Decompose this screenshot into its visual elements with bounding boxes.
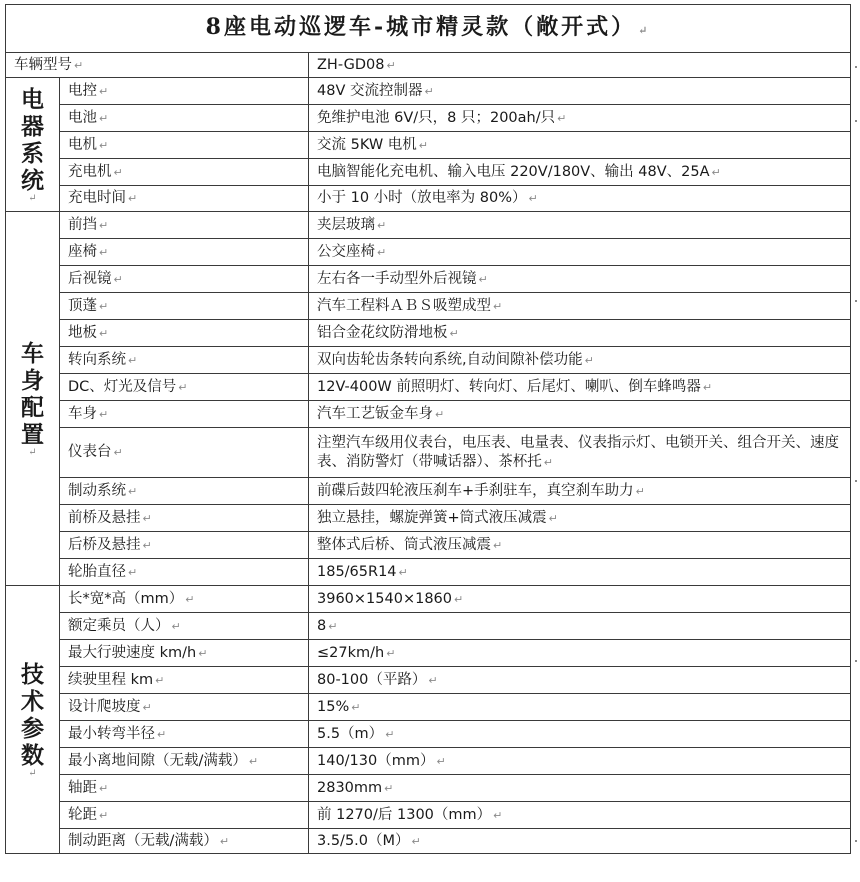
spec-value-cell xyxy=(309,802,851,829)
spec-value-cell xyxy=(309,505,851,532)
return-mark: ↵ xyxy=(377,218,387,232)
return-mark: ↵ xyxy=(454,592,464,606)
spec-label: DC、灯光及信号 xyxy=(68,378,177,395)
spec-value: 汽车工程料ＡＢＳ吸塑成型 xyxy=(317,297,491,314)
model-value-cell xyxy=(309,53,851,78)
return-mark: ↵ xyxy=(28,446,37,458)
spec-row xyxy=(6,721,851,748)
spec-value: 2830mm xyxy=(317,779,383,796)
spec-row xyxy=(6,748,851,775)
spec-value: 交流 5KW 电机 xyxy=(317,136,417,153)
margin-mark xyxy=(855,660,857,662)
spec-label-cell xyxy=(60,613,309,640)
return-mark: ↵ xyxy=(584,353,594,367)
spec-row xyxy=(6,586,851,613)
return-mark: ↵ xyxy=(128,192,138,205)
spec-row xyxy=(6,829,851,854)
spec-label-cell xyxy=(60,374,309,401)
return-mark: ↵ xyxy=(424,84,434,98)
spec-label: 设计爬坡度 xyxy=(68,698,141,715)
return-mark: ↵ xyxy=(185,592,195,606)
spec-value-cell xyxy=(309,320,851,347)
spec-label-cell xyxy=(60,401,309,428)
return-mark: ↵ xyxy=(635,484,645,498)
spec-value-cell xyxy=(309,212,851,239)
spec-value-cell xyxy=(309,613,851,640)
spec-value-cell xyxy=(309,132,851,159)
spec-row xyxy=(6,159,851,186)
return-mark: ↵ xyxy=(377,245,387,259)
spec-label: 最小转弯半径 xyxy=(68,725,155,742)
return-mark: ↵ xyxy=(157,727,167,741)
margin-mark xyxy=(855,840,857,842)
spec-label: 额定乘员（人） xyxy=(68,617,170,634)
spec-table xyxy=(5,4,851,854)
return-mark: ↵ xyxy=(113,272,123,286)
spec-label-cell xyxy=(60,640,309,667)
return-mark: ↵ xyxy=(171,619,181,633)
spec-value-cell xyxy=(309,721,851,748)
spec-value-cell xyxy=(309,694,851,721)
return-mark: ↵ xyxy=(248,754,259,768)
return-mark: ↵ xyxy=(142,538,152,552)
spec-label-cell xyxy=(60,559,309,586)
return-mark: ↵ xyxy=(411,834,421,848)
spec-label: 长*宽*高（mm） xyxy=(68,590,184,607)
spec-row xyxy=(6,613,851,640)
return-mark: ↵ xyxy=(142,511,152,525)
spec-value: 汽车工艺钣金车身 xyxy=(317,405,433,422)
spec-row xyxy=(6,266,851,293)
return-mark: ↵ xyxy=(548,511,558,525)
spec-row xyxy=(6,212,851,239)
spec-label: 车身 xyxy=(68,405,97,422)
spec-value: 185/65R14 xyxy=(317,563,397,580)
return-mark: ↵ xyxy=(198,646,208,660)
return-mark: ↵ xyxy=(28,192,37,204)
spec-label-cell xyxy=(60,775,309,802)
spec-label: 电机 xyxy=(68,136,97,153)
spec-row xyxy=(6,78,851,105)
return-mark: ↵ xyxy=(478,272,488,286)
model-label-cell xyxy=(6,53,309,78)
spec-row xyxy=(6,478,851,505)
section-name: 车身配置 xyxy=(21,339,44,448)
spec-value: 3960×1540×1860 xyxy=(317,590,453,607)
spec-label: 前桥及悬挂 xyxy=(68,509,141,526)
return-mark: ↵ xyxy=(386,58,396,72)
return-mark: ↵ xyxy=(711,165,721,179)
spec-label-cell xyxy=(60,212,309,239)
spec-value-cell xyxy=(309,159,851,186)
spec-value: 15% xyxy=(317,698,350,715)
spec-label-cell xyxy=(60,320,309,347)
model-value: ZH-GD08 xyxy=(317,56,385,73)
spec-label: 后桥及悬挂 xyxy=(68,536,141,553)
return-mark: ↵ xyxy=(99,138,109,152)
spec-label: 地板 xyxy=(68,324,97,341)
return-mark: ↵ xyxy=(99,245,109,259)
spec-label-cell xyxy=(60,159,309,186)
spec-value: 铝合金花纹防滑地板 xyxy=(317,324,448,341)
section-cell xyxy=(6,212,60,586)
return-mark: ↵ xyxy=(557,111,567,125)
spec-value: ≤27km/h xyxy=(317,644,385,661)
spec-value-cell xyxy=(309,428,851,478)
spec-sheet xyxy=(5,4,850,854)
return-mark: ↵ xyxy=(178,380,188,394)
return-mark: ↵ xyxy=(436,754,446,768)
return-mark: ↵ xyxy=(435,407,445,421)
spec-label-cell xyxy=(60,428,309,478)
spec-label: 最小离地间隙（无载/满载） xyxy=(68,752,247,769)
spec-row xyxy=(6,347,851,374)
spec-row xyxy=(6,132,851,159)
spec-label: 后视镜 xyxy=(68,270,112,287)
spec-label: 制动距离（无载/满载） xyxy=(68,832,218,849)
return-mark: ↵ xyxy=(702,380,713,394)
spec-value: 8 xyxy=(317,617,327,634)
spec-value: 140/130（mm） xyxy=(317,752,435,769)
return-mark: ↵ xyxy=(99,326,109,340)
spec-label-cell xyxy=(60,667,309,694)
margin-mark xyxy=(855,300,857,302)
spec-value-cell xyxy=(309,775,851,802)
spec-row xyxy=(6,640,851,667)
return-mark: ↵ xyxy=(155,673,165,687)
spec-label-cell xyxy=(60,694,309,721)
margin-mark xyxy=(855,480,857,482)
spec-value-cell xyxy=(309,78,851,105)
sheet-title-cell xyxy=(6,5,851,53)
spec-row xyxy=(6,532,851,559)
return-mark: ↵ xyxy=(543,455,553,469)
return-mark: ↵ xyxy=(99,808,109,822)
spec-value: 前碟后鼓四轮液压刹车+手刹驻车，真空刹车助力 xyxy=(317,482,634,499)
section-cell xyxy=(6,586,60,854)
return-mark: ↵ xyxy=(128,484,138,498)
spec-value: 左右各一手动型外后视镜 xyxy=(317,270,477,287)
return-mark: ↵ xyxy=(528,192,538,205)
spec-row xyxy=(6,239,851,266)
spec-label: 前挡 xyxy=(68,216,97,233)
title-row xyxy=(6,5,851,53)
spec-row xyxy=(6,105,851,132)
spec-label: 轮胎直径 xyxy=(68,563,126,580)
model-label: 车辆型号 xyxy=(14,56,72,73)
spec-value-cell xyxy=(309,559,851,586)
spec-label-cell xyxy=(60,78,309,105)
return-mark: ↵ xyxy=(128,565,138,579)
spec-value: 12V-400W 前照明灯、转向灯、后尾灯、喇叭、倒车蜂鸣器 xyxy=(317,378,701,395)
return-mark: ↵ xyxy=(99,111,109,125)
spec-value-cell xyxy=(309,586,851,613)
return-mark: ↵ xyxy=(428,673,438,687)
return-mark: ↵ xyxy=(99,218,109,232)
spec-value: 双向齿轮齿条转向系统,自动间隙补偿功能 xyxy=(317,351,583,368)
return-mark: ↵ xyxy=(385,727,395,741)
spec-value: 小于 10 小时（放电率为 80%） xyxy=(317,190,527,206)
spec-row xyxy=(6,320,851,347)
spec-value: 公交座椅 xyxy=(317,243,375,260)
spec-row xyxy=(6,401,851,428)
spec-label-cell xyxy=(60,186,309,212)
spec-value: 电脑智能化充电机、输入电压 220V/180V、输出 48V、25A xyxy=(317,163,710,180)
return-mark: ↵ xyxy=(113,165,123,179)
spec-row xyxy=(6,186,851,212)
spec-label-cell xyxy=(60,266,309,293)
spec-label: 电控 xyxy=(68,82,97,99)
spec-row xyxy=(6,667,851,694)
spec-value-cell xyxy=(309,667,851,694)
spec-label-cell xyxy=(60,802,309,829)
return-mark: ↵ xyxy=(99,299,109,313)
spec-value-cell xyxy=(309,374,851,401)
return-mark: ↵ xyxy=(351,700,361,714)
margin-mark xyxy=(855,120,857,122)
spec-value-cell xyxy=(309,186,851,212)
spec-value-cell xyxy=(309,239,851,266)
spec-row xyxy=(6,293,851,320)
return-mark: ↵ xyxy=(386,646,396,660)
spec-value-cell xyxy=(309,748,851,775)
spec-row xyxy=(6,802,851,829)
spec-row xyxy=(6,374,851,401)
spec-label: 仪表台 xyxy=(68,444,112,460)
spec-label-cell xyxy=(60,347,309,374)
spec-label: 续驶里程 km xyxy=(68,671,154,688)
spec-row xyxy=(6,428,851,478)
section-name: 技术参数 xyxy=(21,660,44,769)
return-mark: ↵ xyxy=(328,619,338,633)
spec-label-cell xyxy=(60,132,309,159)
spec-value-cell xyxy=(309,401,851,428)
return-mark: ↵ xyxy=(638,23,651,37)
return-mark: ↵ xyxy=(493,299,503,313)
section-name: 电器系统 xyxy=(21,85,44,194)
spec-value: 前 1270/后 1300（mm） xyxy=(317,806,492,823)
spec-label-cell xyxy=(60,532,309,559)
spec-value-cell xyxy=(309,266,851,293)
spec-value: 注塑汽车级用仪表台，电压表、电量表、仪表指示灯、电锁开关、组合开关、速度表、消防警灯（带喊话器）、茶杯托 xyxy=(317,434,839,470)
spec-label-cell xyxy=(60,586,309,613)
spec-value-cell xyxy=(309,478,851,505)
return-mark: ↵ xyxy=(113,446,123,459)
return-mark: ↵ xyxy=(128,353,138,367)
return-mark: ↵ xyxy=(142,700,152,714)
spec-label-cell xyxy=(60,721,309,748)
spec-row xyxy=(6,505,851,532)
spec-label: 充电时间 xyxy=(68,190,126,206)
return-mark: ↵ xyxy=(99,84,109,98)
spec-label-cell xyxy=(60,829,309,854)
spec-label-cell xyxy=(60,478,309,505)
return-mark: ↵ xyxy=(28,767,37,779)
spec-row xyxy=(6,559,851,586)
return-mark: ↵ xyxy=(449,326,459,340)
spec-label: 制动系统 xyxy=(68,482,126,499)
return-mark: ↵ xyxy=(219,834,230,848)
spec-label-cell xyxy=(60,105,309,132)
spec-row xyxy=(6,694,851,721)
spec-value-cell xyxy=(309,293,851,320)
spec-value: 独立悬挂，螺旋弹簧+筒式液压减震 xyxy=(317,509,547,526)
spec-label: 充电机 xyxy=(68,163,112,180)
spec-label: 轴距 xyxy=(68,779,97,796)
spec-value: 48V 交流控制器 xyxy=(317,82,423,99)
spec-value: 夹层玻璃 xyxy=(317,216,375,233)
return-mark: ↵ xyxy=(398,565,408,579)
spec-value-cell xyxy=(309,829,851,854)
spec-value: 80-100（平路） xyxy=(317,671,427,688)
spec-value: 整体式后桥、筒式液压减震 xyxy=(317,536,491,553)
spec-label-cell xyxy=(60,505,309,532)
spec-label: 顶蓬 xyxy=(68,297,97,314)
return-mark: ↵ xyxy=(74,58,84,72)
spec-label: 座椅 xyxy=(68,243,97,260)
section-cell xyxy=(6,78,60,212)
return-mark: ↵ xyxy=(493,538,503,552)
spec-label: 最大行驶速度 km/h xyxy=(68,644,197,661)
spec-value-cell xyxy=(309,532,851,559)
spec-value-cell xyxy=(309,347,851,374)
return-mark: ↵ xyxy=(493,808,503,822)
spec-label-cell xyxy=(60,293,309,320)
return-mark: ↵ xyxy=(418,138,428,152)
spec-label-cell xyxy=(60,748,309,775)
spec-label: 电池 xyxy=(68,109,97,126)
margin-mark xyxy=(855,66,857,68)
spec-value-cell xyxy=(309,640,851,667)
spec-label: 转向系统 xyxy=(68,351,126,368)
sheet-title: 8座电动巡逻车-城市精灵款（敞开式） xyxy=(205,13,637,40)
return-mark: ↵ xyxy=(99,407,109,421)
spec-value-cell xyxy=(309,105,851,132)
spec-row xyxy=(6,775,851,802)
return-mark: ↵ xyxy=(99,781,109,795)
spec-value: 3.5/5.0（M） xyxy=(317,832,410,849)
return-mark: ↵ xyxy=(384,781,394,795)
spec-label-cell xyxy=(60,239,309,266)
spec-value: 免维护电池 6V/只，8 只；200ah/只 xyxy=(317,109,556,126)
spec-label: 轮距 xyxy=(68,806,97,823)
spec-value: 5.5（m） xyxy=(317,725,384,742)
model-row xyxy=(6,53,851,78)
